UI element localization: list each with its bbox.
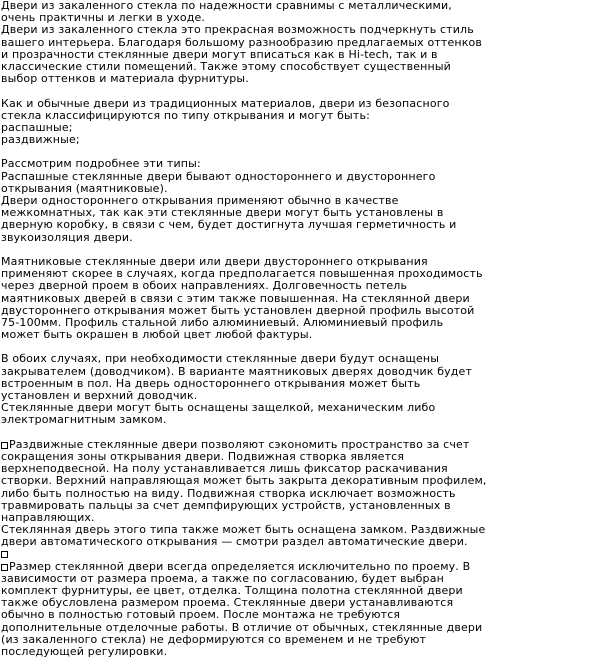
text-line: межкомнатных, так как эти стеклянные двери могут быть установлены в <box>1 206 444 220</box>
text-line: 75-100мм. Профиль стальной либо алюминиевый. Алюминиевый профиль <box>1 315 444 329</box>
text-line: двустороннего открывания может быть установлен дверной профиль высотой <box>1 303 475 317</box>
box-glyph-icon <box>1 442 8 449</box>
text-line: классические стили помещений. Также этому способствует существенный <box>1 59 451 73</box>
text-line: комплект фурнитуры, ее цвет, отделка. Толщина полотна стеклянной двери <box>1 584 463 597</box>
text-line: зависимости от размера проема, а также по согласованию, будет выбран <box>1 571 444 585</box>
box-glyph-icon <box>1 564 8 571</box>
paragraph-swing-doors <box>1 158 598 243</box>
text-line: встроенным в пол. На дверь одностороннего открывания может быть <box>1 376 421 390</box>
list-item-swing: распашные; <box>1 120 73 134</box>
paragraph-closers <box>1 353 598 426</box>
text-line: также обусловлена размером проема. Стеклянные двери устанавливаются <box>1 596 454 610</box>
text-line: через дверной проем в обоих направлениях. Долговечность петель <box>1 279 408 293</box>
text-line: Как и обычные двери из традиционных материалов, двери из безопасного <box>1 96 450 110</box>
text-line: электромагнитным замком. <box>1 413 167 427</box>
text-line: выбор оттенков и материала фурнитуры. <box>1 72 249 86</box>
text-line: и прозрачности стеклянные двери могут вписаться как в Hi-tech, так и в <box>1 47 438 61</box>
paragraph-classification <box>1 98 598 147</box>
text-line: либо быть полностью на виду. Подвижная створка исключает возможность <box>1 486 456 500</box>
text-line: стекла классифицируются по типу открывания и могут быть: <box>1 108 370 122</box>
text-line: открывания (маятниковые). <box>1 181 168 195</box>
paragraph-sliding-doors <box>1 439 598 658</box>
text-line: двери автоматического открывания — смотри раздел автоматические двери. <box>1 535 468 549</box>
text-line <box>1 561 598 573</box>
text-line: закрывателем (доводчиком). В варианте маятниковых дверях доводчик будет <box>1 364 473 378</box>
text-line: дверную коробку, в связи с чем, будет достигнута лучшая герметичность и <box>1 218 457 232</box>
text-line: дополнительные отделочные работы. В отличие от обычных, стеклянные двери <box>1 620 483 634</box>
text-line-content: Раздвижные стеклянные двери позволяют сэкономить пространство за счет <box>9 437 470 451</box>
text-line: направляющих. <box>1 510 95 524</box>
text-line: верхнеподвесной. На полу устанавливается лишь фиксатор раскачивания <box>1 462 448 476</box>
text-line-content: Размер стеклянной двери всегда определяется исключительно по проему. В <box>9 559 471 573</box>
list-item-sliding: раздвижные; <box>1 133 80 147</box>
text-line: Двери одностороннего открывания применяют обычно в качестве <box>1 194 399 207</box>
box-glyph-icon <box>1 551 8 558</box>
text-line: сокращения зоны открывания двери. Подвижная створка является <box>1 449 405 463</box>
paragraph-intro <box>1 0 598 85</box>
paragraph-pendulum-doors <box>1 256 598 341</box>
text-line: последующей регулировки. <box>1 644 168 658</box>
text-line: обычно в полностью готовый проем. После монтажа не требуются <box>1 608 401 622</box>
paragraph-gap <box>1 85 598 97</box>
text-line: очень практичны и легки в уходе. <box>1 11 206 25</box>
text-line: Распашные стеклянные двери бывают одностороннего и двустороннего <box>1 169 436 183</box>
text-line: Двери из закаленного стекла по надежности сравнимы с металлическими, <box>1 0 452 12</box>
text-line: применяют скорее в случаях, когда предполагается повышенная проходимость <box>1 267 483 281</box>
text-line: вашего интерьера. Благодаря большому разнообразию предлагаемых оттенков <box>1 35 483 49</box>
text-line: (из закаленного стекла) не деформируются со временем и не требуют <box>1 632 427 646</box>
text-line: Стеклянные двери могут быть оснащены защелкой, механическим либо <box>1 401 436 415</box>
text-line: маятниковых дверей в связи с этим также повышенная. На стеклянной двери <box>1 291 470 305</box>
text-line: может быть окрашен в любой цвет любой фактуры. <box>1 328 313 342</box>
text-line: установлен и верхний доводчик. <box>1 389 198 402</box>
text-line: Маятниковые стеклянные двери или двери двустороннего открывания <box>1 254 428 268</box>
text-line: травмировать пальцы за счет демпфирующих устройств, установленных в <box>1 498 451 512</box>
text-line: створки. Верхний направляющая может быть закрыта декоративным профилем, <box>1 474 487 488</box>
text-line: звукоизоляция двери. <box>1 230 133 244</box>
text-line: Рассмотрим подробнее эти типы: <box>1 157 201 171</box>
text-line: В обоих случаях, при необходимости стеклянные двери будут оснащены <box>1 352 440 366</box>
text-line: Двери из закаленного стекла это прекрасная возможность подчеркнуть стиль <box>1 23 474 37</box>
text-line: Стеклянная дверь этого типа также может быть оснащена замком. Раздвижные <box>1 523 486 537</box>
